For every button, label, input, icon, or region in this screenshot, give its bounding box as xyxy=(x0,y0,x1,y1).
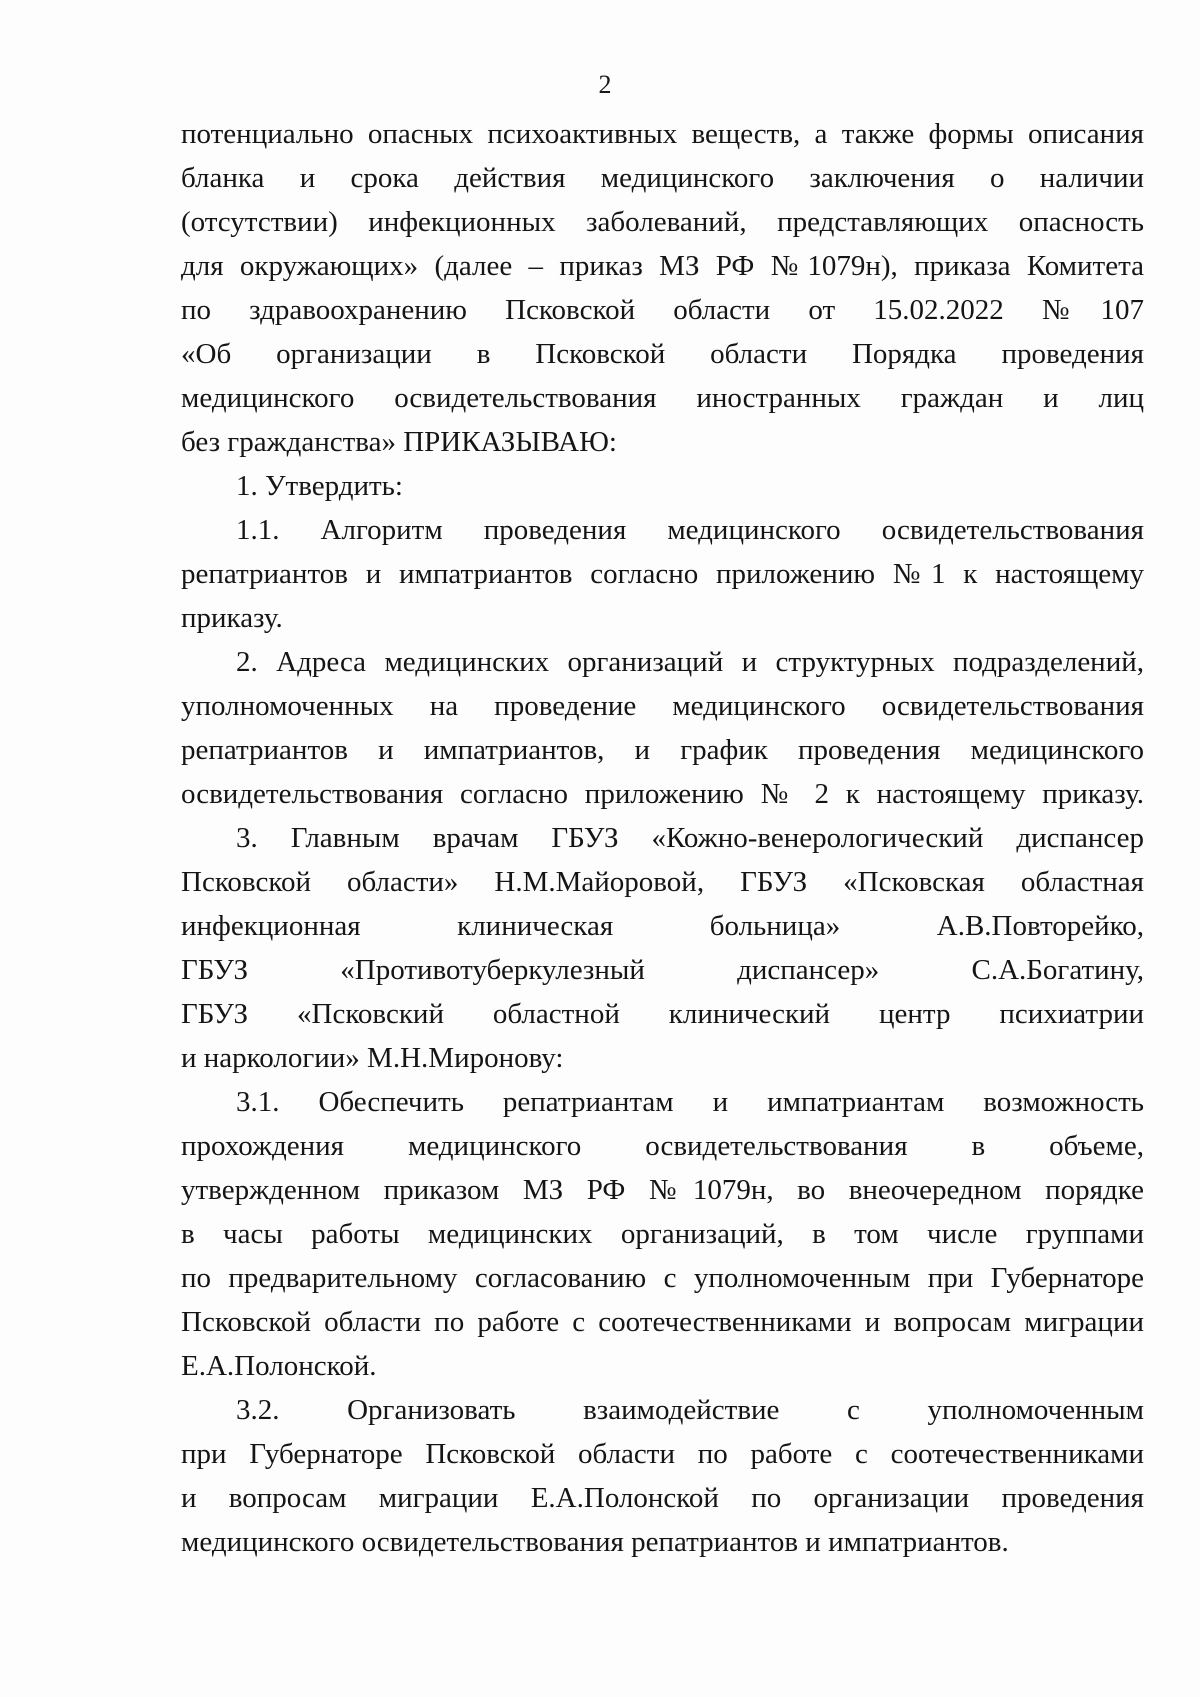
text-line: 3.2. Организовать взаимодействие с уполномоченным xyxy=(236,1394,1144,1426)
text-line: 3. Главным врачам ГБУЗ «Кожно-венерологический диспансер xyxy=(236,822,1144,854)
text-line: ГБУЗ «Противотуберкулезный диспансер» С.А.Богатину, xyxy=(181,954,1144,986)
text-line: без гражданства» ПРИКАЗЫВАЮ: xyxy=(181,426,617,458)
text-line: для окружающих» (далее – приказ МЗ РФ №1079н), приказа Комитета xyxy=(181,250,1144,282)
text-line: Псковской области» Н.М.Майоровой, ГБУЗ «Псковская областная xyxy=(181,866,1144,898)
text-line: освидетельствования согласно приложению № 2 к настоящему приказу. xyxy=(181,778,1144,810)
text-line: 3.1. Обеспечить репатриантам и импатриантам возможность xyxy=(236,1086,1144,1118)
text-line: при Губернаторе Псковской области по работе с соотечественниками xyxy=(181,1438,1144,1470)
document-body xyxy=(181,112,1144,1564)
text-line: по предварительному согласованию с уполномоченным при Губернаторе xyxy=(181,1262,1144,1294)
text-line: 2. Адреса медицинских организаций и структурных подразделений, xyxy=(236,646,1144,678)
text-line: бланка и срока действия медицинского заключения о наличии xyxy=(181,162,1144,194)
text-line: уполномоченных на проведение медицинского освидетельствования xyxy=(181,690,1144,722)
text-line: потенциально опасных психоактивных веществ, а также формы описания xyxy=(181,118,1144,150)
text-line: в часы работы медицинских организаций, в том числе группами xyxy=(181,1218,1144,1250)
text-line: приказу. xyxy=(181,602,283,634)
text-line: репатриантов и импатриантов согласно приложению №1 к настоящему xyxy=(181,558,1144,590)
text-line: инфекционная клиническая больница» А.В.Повторейко, xyxy=(181,910,1144,942)
text-line: (отсутствии) инфекционных заболеваний, представляющих опасность xyxy=(181,206,1144,238)
text-line: прохождения медицинского освидетельствования в объеме, xyxy=(181,1130,1144,1162)
text-line: и наркологии» М.Н.Миронову: xyxy=(181,1042,564,1074)
text-line: «Об организации в Псковской области Порядка проведения xyxy=(181,338,1144,370)
text-line: по здравоохранению Псковской области от 15.02.2022 №107 xyxy=(181,294,1144,326)
text-line: Псковской области по работе с соотечественниками и вопросам миграции xyxy=(181,1306,1144,1338)
text-line: утвержденном приказом МЗ РФ №1079н, во внеочередном порядке xyxy=(181,1174,1144,1206)
text-line: ГБУЗ «Псковский областной клинический центр психиатрии xyxy=(181,998,1144,1030)
text-line: и вопросам миграции Е.А.Полонской по организации проведения xyxy=(181,1482,1144,1514)
text-line: репатриантов и импатриантов, и график проведения медицинского xyxy=(181,734,1144,766)
page-number: 2 xyxy=(598,70,612,99)
text-line: 1. Утвердить: xyxy=(236,470,403,502)
text-line: 1.1. Алгоритм проведения медицинского освидетельствования xyxy=(236,514,1144,546)
text-line: Е.А.Полонской. xyxy=(181,1350,377,1382)
text-line: медицинского освидетельствования репатриантов и импатриантов. xyxy=(181,1526,1009,1558)
text-line: медицинского освидетельствования иностранных граждан и лиц xyxy=(181,382,1144,414)
